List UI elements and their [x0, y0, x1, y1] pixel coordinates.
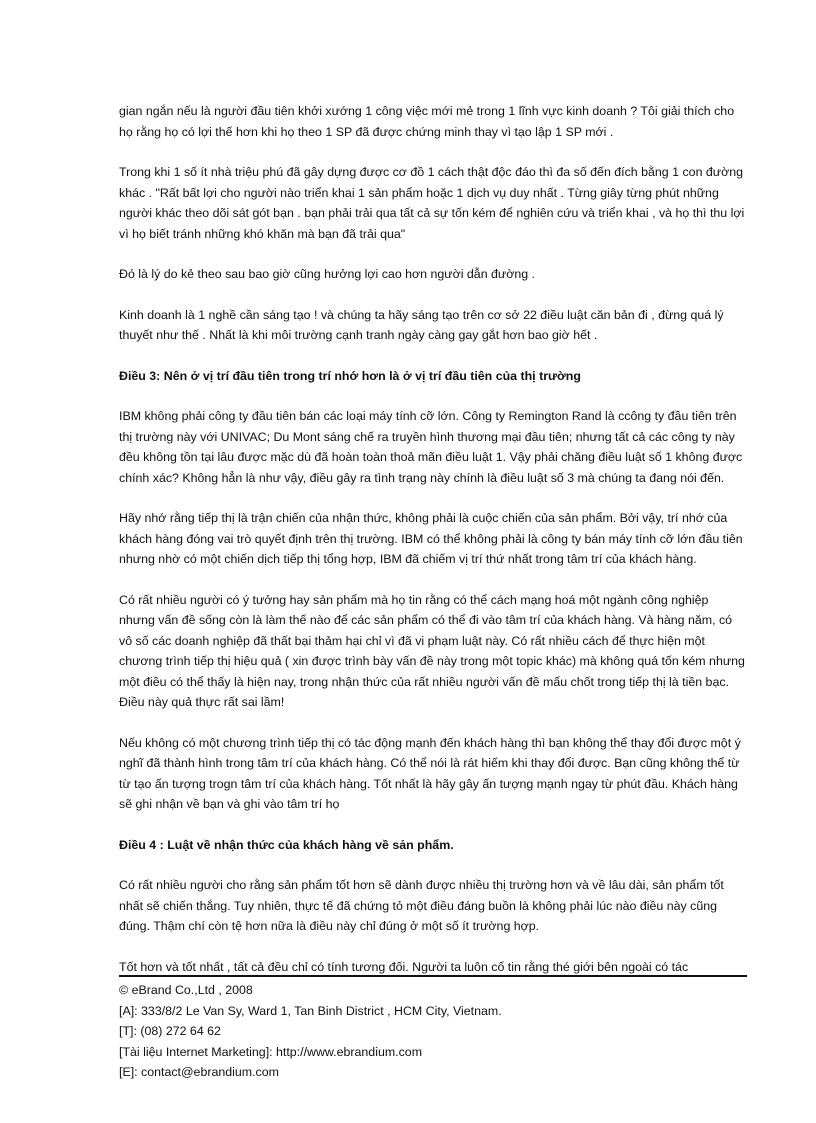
footer-website: [Tài liệu Internet Marketing]: http://www.ebrandium.com: [119, 1044, 423, 1059]
paragraph-perception-battle: Hãy nhớ rằng tiếp thị là trận chiến của nhận thức, không phải là cuộc chiến của sản phẩm. Bởi vậy, trí nhớ của khách hàng đóng vai trò quyết định trên thị trường. IBM có thể không phải là công ty bán máy tính cỡ lớn đầu tiên nhưng nhờ có một chiến dịch tiếp thị tổng hợp, IBM đã chiếm vị trí thứ nhất trong tâm trí của khách hàng.: [119, 511, 743, 566]
paragraph-follower-advantage: gian ngắn nếu là người đầu tiên khởi xướng 1 công việc mới mẻ trong 1 lĩnh vực kinh doanh ? Tôi giải thích cho họ rằng họ có lợi thế hơn khi họ theo 1 SP đã được chứng minh thay vì tạo lập 1 SP mới .: [119, 104, 735, 139]
paragraph-ibm-history: IBM không phải công ty đầu tiên bán các loại máy tính cỡ lớn. Công ty Remington Rand là ccông ty đầu tiên trên thị trường này với UNIVAC; Du Mont sáng chế ra truyền hình thương mại đầu tiên; nhưng tất cả các công ty này đều không tồn tại lâu được mặc dù đã hoàn toàn thoả mãn điều luật 1. Vậy phải chăng điều luật số 1 không được chính xác? Không hẳn là như vậy, điều gây ra tình trạng này chính là điều luật số 3 mà chúng ta đang nói đến.: [119, 409, 743, 485]
footer-copyright: © eBrand Co.,Ltd , 2008: [119, 983, 253, 997]
page-footer: [119, 975, 747, 1083]
section-heading-rule-3: Điều 3: Nên ở vị trí đầu tiên trong trí nhớ hơn là ở vị trí đầu tiên của thị trường: [119, 368, 581, 383]
document-body: [119, 101, 747, 997]
footer-phone: [T]: (08) 272 64 62: [119, 1024, 221, 1038]
paragraph-millionaires: Trong khi 1 số ít nhà triệu phú đã gây dựng được cơ đồ 1 cách thật độc đáo thì đa số đến đích bằng 1 con đường khác . "Rất bất lợi cho người nào triển khai 1 sản phẩm hoặc 1 dịch vụ duy nhất . Từng giây từng phút những người khác theo dõi sát gót bạn . bạn phải trải qua tất cả sự tốn kém để nghiên cứu và triển khai , và họ thì thu lợi vì họ biết tránh những khó khăn mà bạn đã trải qua": [119, 165, 745, 241]
paragraph-relative: Tốt hơn và tốt nhất , tất cả đều chỉ có tính tương đối. Người ta luôn cố tin rằng thé giới bên ngoài có tác: [119, 959, 689, 974]
footer-email: [E]: contact@ebrandium.com: [119, 1065, 279, 1079]
paragraph-strong-impression: Nếu không có một chương trình tiếp thị có tác động mạnh đến khách hàng thì bạn không thể thay đổi được một ý nghĩ đã thành hình trong tâm trí của khách hàng. Có thể nói là rát hiếm khi thay đổi được. Bạn cũng không thể từ từ tạo ấn tượng trogn tâm trí của khách hàng. Tốt nhất là hãy gây ấn tượng mạnh ngay từ phút đầu. Khách hàng sẽ ghi nhận về bạn và ghi vào tâm trí họ: [119, 735, 741, 811]
section-heading-rule-4: Điều 4 : Luật về nhận thức của khách hàng về sản phẩm.: [119, 837, 454, 852]
paragraph-creativity: Kinh doanh là 1 nghề cần sáng tạo ! và chúng ta hãy sáng tạo trên cơ sở 22 điều luật căn bản đi , đừng quá lý thuyết như thế . Nhất là khi môi trường cạnh tranh ngày càng gay gắt hơn bao giờ hết .: [119, 307, 724, 342]
paragraph-follower-benefit: Đó là lý do kẻ theo sau bao giờ cũng hưởng lợi cao hơn người dẫn đường .: [119, 267, 535, 281]
paragraph-better-product: Có rất nhiều người cho rằng sản phẩm tốt hơn sẽ dành được nhiều thị trường hơn và về lâu dài, sản phẩm tốt nhất sẽ chiến thắng. Tuy nhiên, thực tế đã chứng tỏ một điều đáng buồn là không phải lúc nào điều này cũng đúng. Thậm chí còn tệ hơn nữa là điều này chỉ đúng ở một số ít trường hợp.: [119, 878, 724, 933]
paragraph-ideas-products: Có rất nhiều người có ý tưởng hay sản phẩm mà họ tin rằng có thể cách mạng hoá một ngành công nghiệp nhưng vấn đề sống còn là làm thế nào để các sản phẩm có thể đi vào tâm trí của khách hàng. Và hàng năm, có vô số các doanh nghiệp đã thất bại thảm hại chỉ vì đã vi phạm luật này. Có rất nhiều cách để thực hiện một chương trình tiếp thị hiệu quả ( xin được trình bày vấn đề này trong một topic khác) mà không quá tốn kém nhưng một điều có thể thấy là hiện nay, trong nhận thức của rất nhiều người vấn đề mấu chốt trong tiếp thị là tiền bạc. Điều này quả thực rất sai lầm!: [119, 592, 745, 709]
footer-address: [A]: 333/8/2 Le Van Sy, Ward 1, Tan Binh District , HCM City, Vietnam.: [119, 1003, 502, 1018]
